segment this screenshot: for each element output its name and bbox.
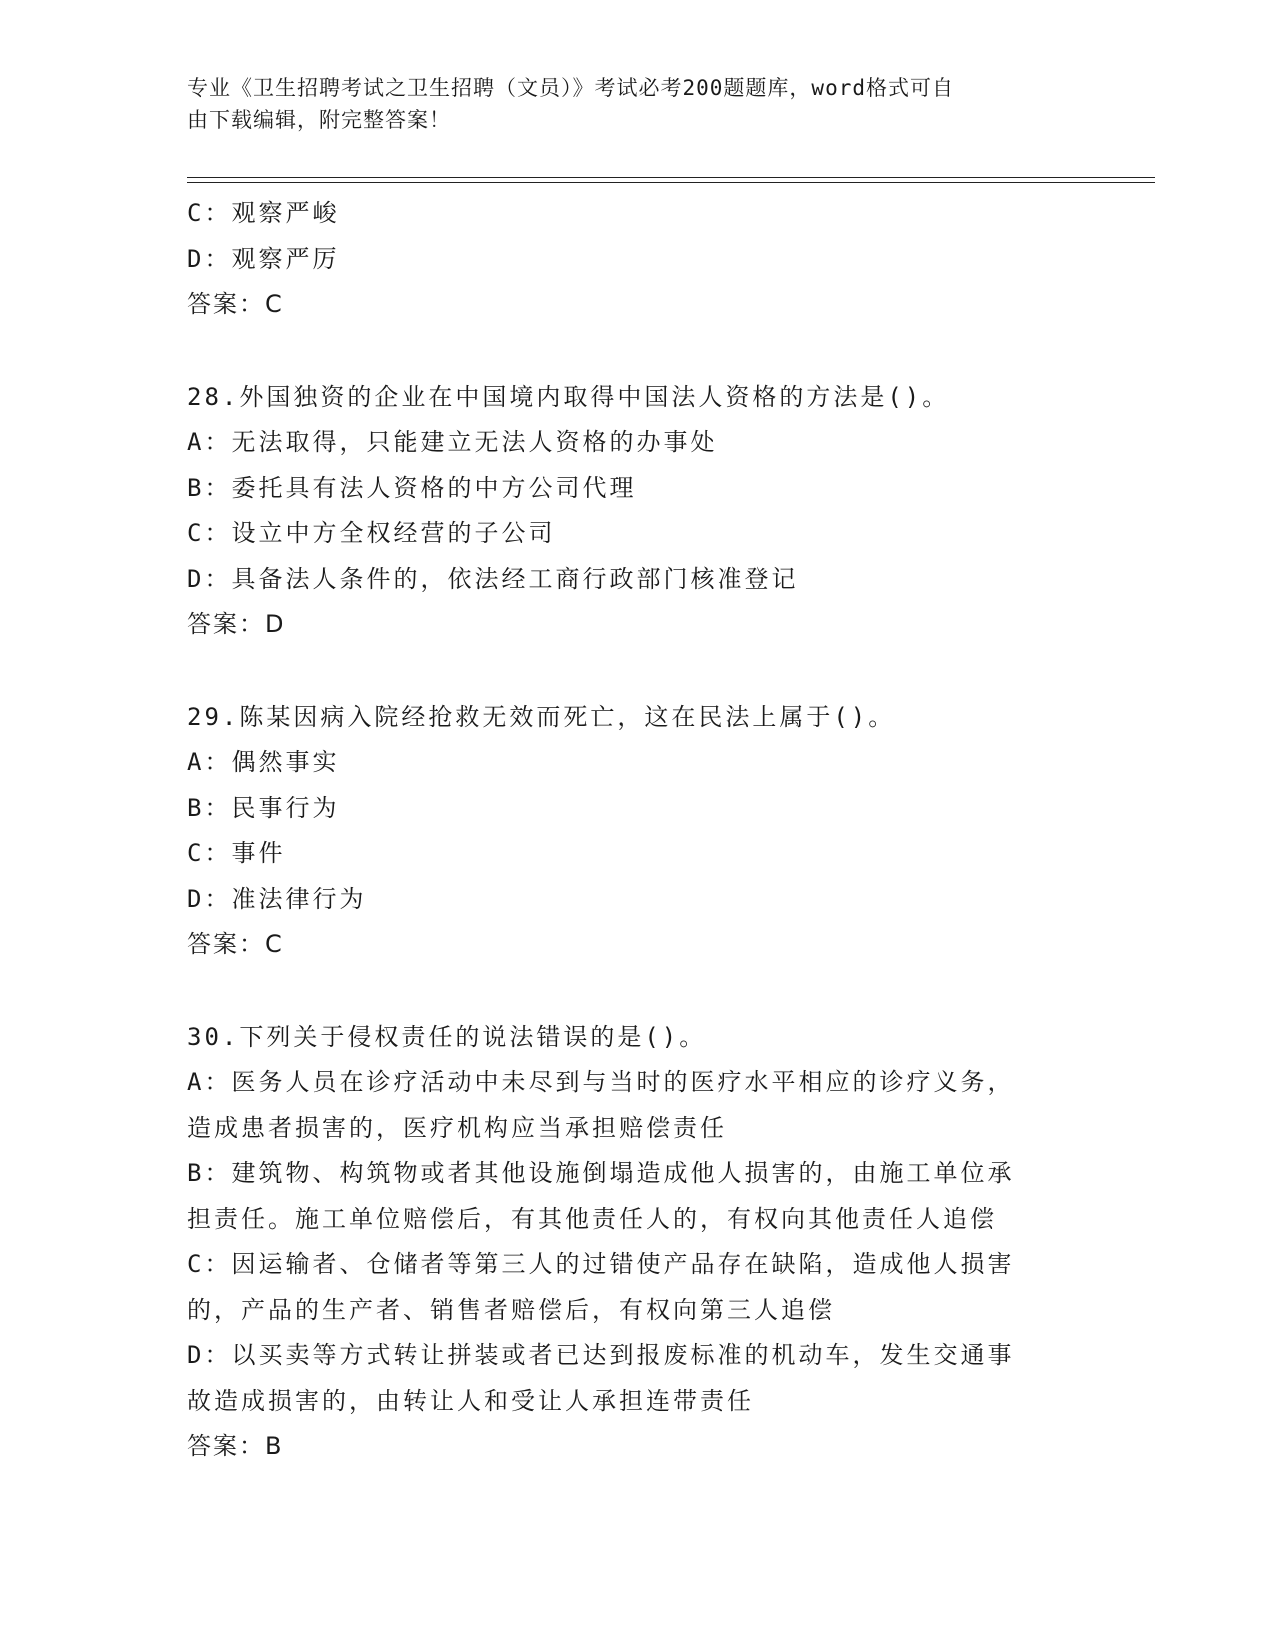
option-b: B：委托具有法人资格的中方公司代理 (187, 473, 637, 502)
option-a (187, 1060, 1087, 1151)
answer-line: 答案：B (187, 1432, 284, 1460)
option-c: C：观察严峻 (187, 199, 340, 227)
question-30 (187, 1015, 1087, 1470)
question-stem: 29.陈某因病入院经抢救无效而死亡，这在民法上属于()。 (187, 702, 896, 731)
option-b-line-2: 担责任。施工单位赔偿后，有其他责任人的，有权向其他责任人追偿 (187, 1204, 997, 1233)
question-stem: 30.下列关于侵权责任的说法错误的是()。 (187, 1022, 707, 1051)
option-a: A：偶然事实 (187, 748, 340, 776)
option-a-line-1: A：医务人员在诊疗活动中未尽到与当时的医疗水平相应的诊疗义务， (187, 1068, 1015, 1096)
header-line-1: 专业《卫生招聘考试之卫生招聘（文员）》考试必考200题题库，word格式可自 (187, 76, 954, 100)
option-b-line-1: B：建筑物、构筑物或者其他设施倒塌造成他人损害的，由施工单位承 (187, 1159, 1015, 1187)
option-d-line-2: 故造成损害的，由转让人和受让人承担连带责任 (187, 1386, 754, 1415)
page-header (187, 72, 1067, 136)
spacer (187, 648, 1087, 695)
option-d: D：具备法人条件的，依法经工商行政部门核准登记 (187, 564, 799, 593)
header-rule-top (187, 177, 1155, 178)
question-29 (187, 695, 1087, 968)
option-d: D：观察严厉 (187, 244, 340, 273)
spacer (187, 968, 1087, 1015)
question-content (187, 191, 1087, 1470)
question-stem: 28.外国独资的企业在中国境内取得中国法人资格的方法是()。 (187, 382, 950, 411)
option-d: D：准法律行为 (187, 884, 367, 913)
option-d (187, 1333, 1087, 1424)
option-c (187, 1242, 1087, 1333)
option-c-line-2: 的，产品的生产者、销售者赔偿后，有权向第三人追偿 (187, 1295, 835, 1324)
option-a-line-2: 造成患者损害的，医疗机构应当承担赔偿责任 (187, 1113, 727, 1142)
spacer (187, 328, 1087, 375)
answer-line: 答案：C (187, 930, 284, 958)
option-c: C：设立中方全权经营的子公司 (187, 519, 556, 547)
option-d-line-1: D：以买卖等方式转让拼装或者已达到报废标准的机动车，发生交通事 (187, 1341, 1015, 1369)
option-b: B：民事行为 (187, 793, 340, 822)
question-27-tail (187, 191, 1087, 328)
option-a: A：无法取得，只能建立无法人资格的办事处 (187, 428, 718, 456)
answer-line: 答案：C (187, 290, 284, 318)
answer-line: 答案：D (187, 610, 286, 638)
option-b (187, 1151, 1087, 1242)
header-line-2: 由下载编辑，附完整答案！ (187, 108, 451, 132)
header-rule-bottom (187, 182, 1155, 183)
option-c: C：事件 (187, 839, 286, 867)
question-28 (187, 375, 1087, 648)
option-c-line-1: C：因运输者、仓储者等第三人的过错使产品存在缺陷，造成他人损害 (187, 1250, 1015, 1278)
